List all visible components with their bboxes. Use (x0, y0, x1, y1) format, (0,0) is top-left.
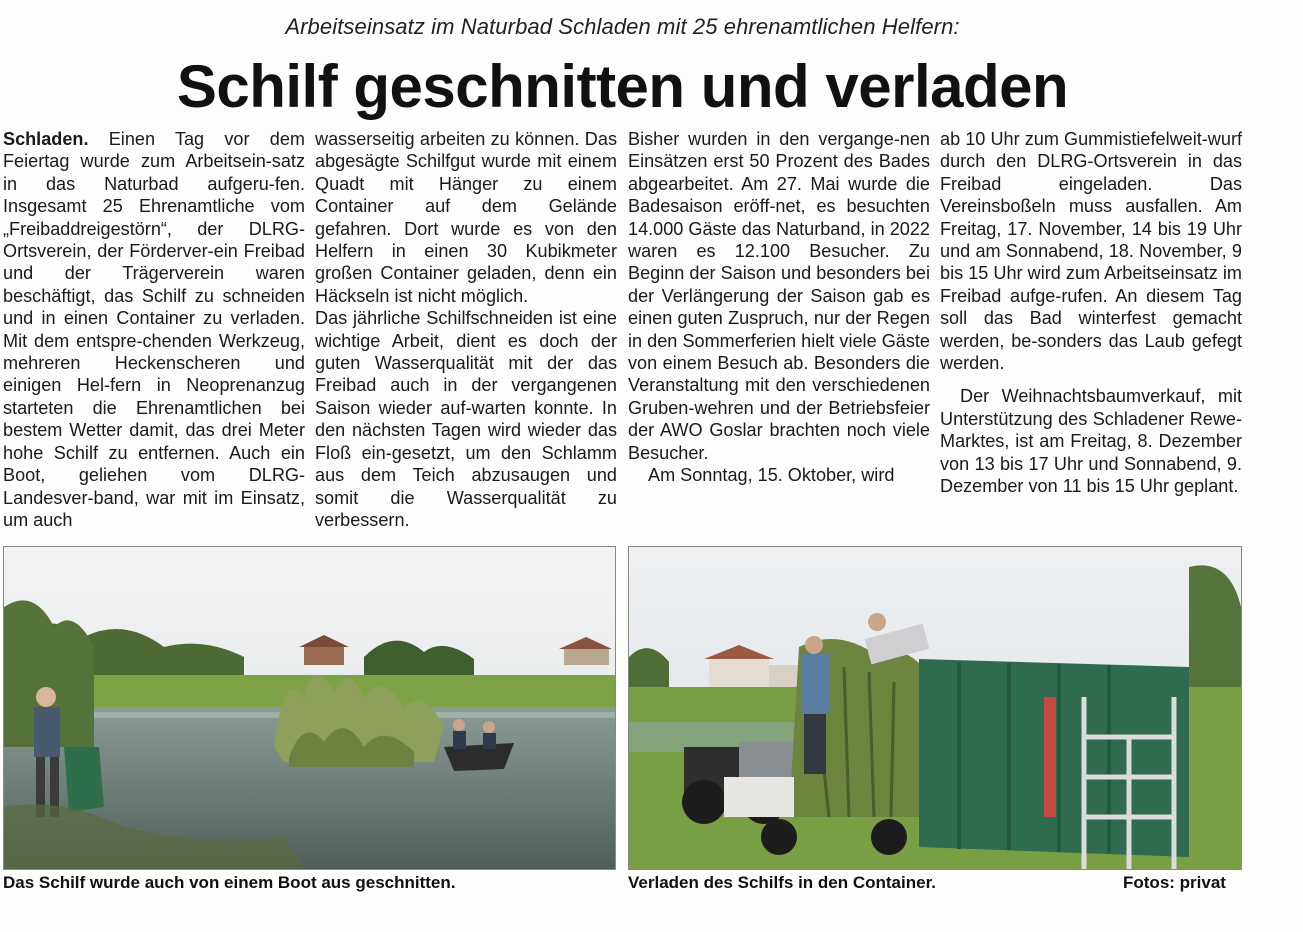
column-2-paragraph-2: Das jährliche Schilfschneiden ist eine wichtige Arbeit, dient es doch der guten Wasserqualität mit der das Freibad auch in der vergangenen Saison wieder auf-warten konnte. In den nächsten Tagen wird wieder das Floß ein-gesetzt, um den Schlamm aus dem Teich abzusaugen und somit die Wasserqualität zu verbessern. (315, 308, 617, 530)
column-2-paragraph-1: wasserseitig arbeiten zu können. Das abgesägte Schilfgut wurde mit einem Quadt mit Hänger zu einem Container auf dem Gelände gefahren. Dort wurde es von den Helfern in einen 30 Kubikmeter großen Container geladen, denn ein Häckseln ist nicht möglich. (315, 129, 617, 306)
column-4-paragraph-2: Der Weihnachtsbaumverkauf, mit Unterstützung des Schladener Rewe-Marktes, ist am Freitag, 8. Dezember von 13 bis 17 Uhr und Sonnabend, 9. Dezember von 11 bis 15 Uhr geplant. (940, 386, 1242, 497)
article-kicker: Arbeitseinsatz im Naturbad Schladen mit 25 ehrenamtlichen Helfern: (285, 14, 960, 39)
text-column-4 (940, 128, 1242, 498)
column-3-paragraph-1: Bisher wurden in den vergange-nen Einsätzen erst 50 Prozent des Bades abgearbeitet. Am 27. Mai wurde die Badesaison eröff-net, es besuchten 14.000 Gäste das Naturband, in 2022 waren es 12.100 Besucher. Zu Beginn der Saison und besonders bei der Verlängerung der Saison gab es einen guten Zuspruch, nur der Regen in den Sommerferien hielt viele Gäste von einem Besuch ab. Besonders die Veranstaltung mit den verschiedenen Gruben-wehren und der Betriebsfeier der AWO Goslar brachten noch viele Besucher. (628, 129, 930, 463)
text-column-1 (3, 128, 305, 531)
photo-pond-boat (3, 546, 616, 870)
article-headline: Schilf geschnitten und verladen (176, 53, 1069, 120)
dateline: Schladen. (3, 129, 89, 149)
column-3-paragraph-2: Am Sonntag, 15. Oktober, wird (648, 465, 895, 486)
text-column-2 (315, 128, 617, 531)
photo-credit: Fotos: privat (1123, 873, 1226, 892)
text-column-3 (628, 128, 930, 487)
photo-loading-container (628, 546, 1242, 870)
caption-photo-1: Das Schilf wurde auch von einem Boot aus geschnitten. (3, 873, 456, 892)
column-4-paragraph-1: ab 10 Uhr zum Gummistiefelweit-wurf durch den DLRG-Ortsverein in das Freibad eingeladen. Das Vereinsboßeln muss ausfallen. Am Freitag, 17. November, 14 bis 19 Uhr und am Sonnabend, 18. November, 9 bis 15 Uhr wird zum Arbeitseinsatz im Freibad aufge-rufen. An diesem Tag soll das Bad winterfest gemacht werden, be-sonders das Laub gefegt werden. (940, 129, 1242, 374)
column-1-paragraph-1: Einen Tag vor dem Feiertag wurde zum Arbeitsein-satz in das Naturbad aufgeru-fen. Insgesamt 25 Ehrenamtliche vom „Freibaddreigestörn“, der DLRG-Ortsverein, der Förderver-ein Freibad und der Trägerverein waren beschäftigt, das Schilf zu schneiden und in einen Container zu verladen. Mit dem entspre-chenden Werkzeug, mehreren Heckenscheren und einigen Hel-fern in Neoprenanzug starteten die Ehrenamtlichen bei bestem Wetter damit, das drei Meter hohe Schilf zu entfernen. Auch ein Boot, geliehen vom DLRG-Landesver-band, war mit im Einsatz, um auch (3, 129, 305, 530)
caption-photo-2: Verladen des Schilfs in den Container. (628, 873, 936, 892)
